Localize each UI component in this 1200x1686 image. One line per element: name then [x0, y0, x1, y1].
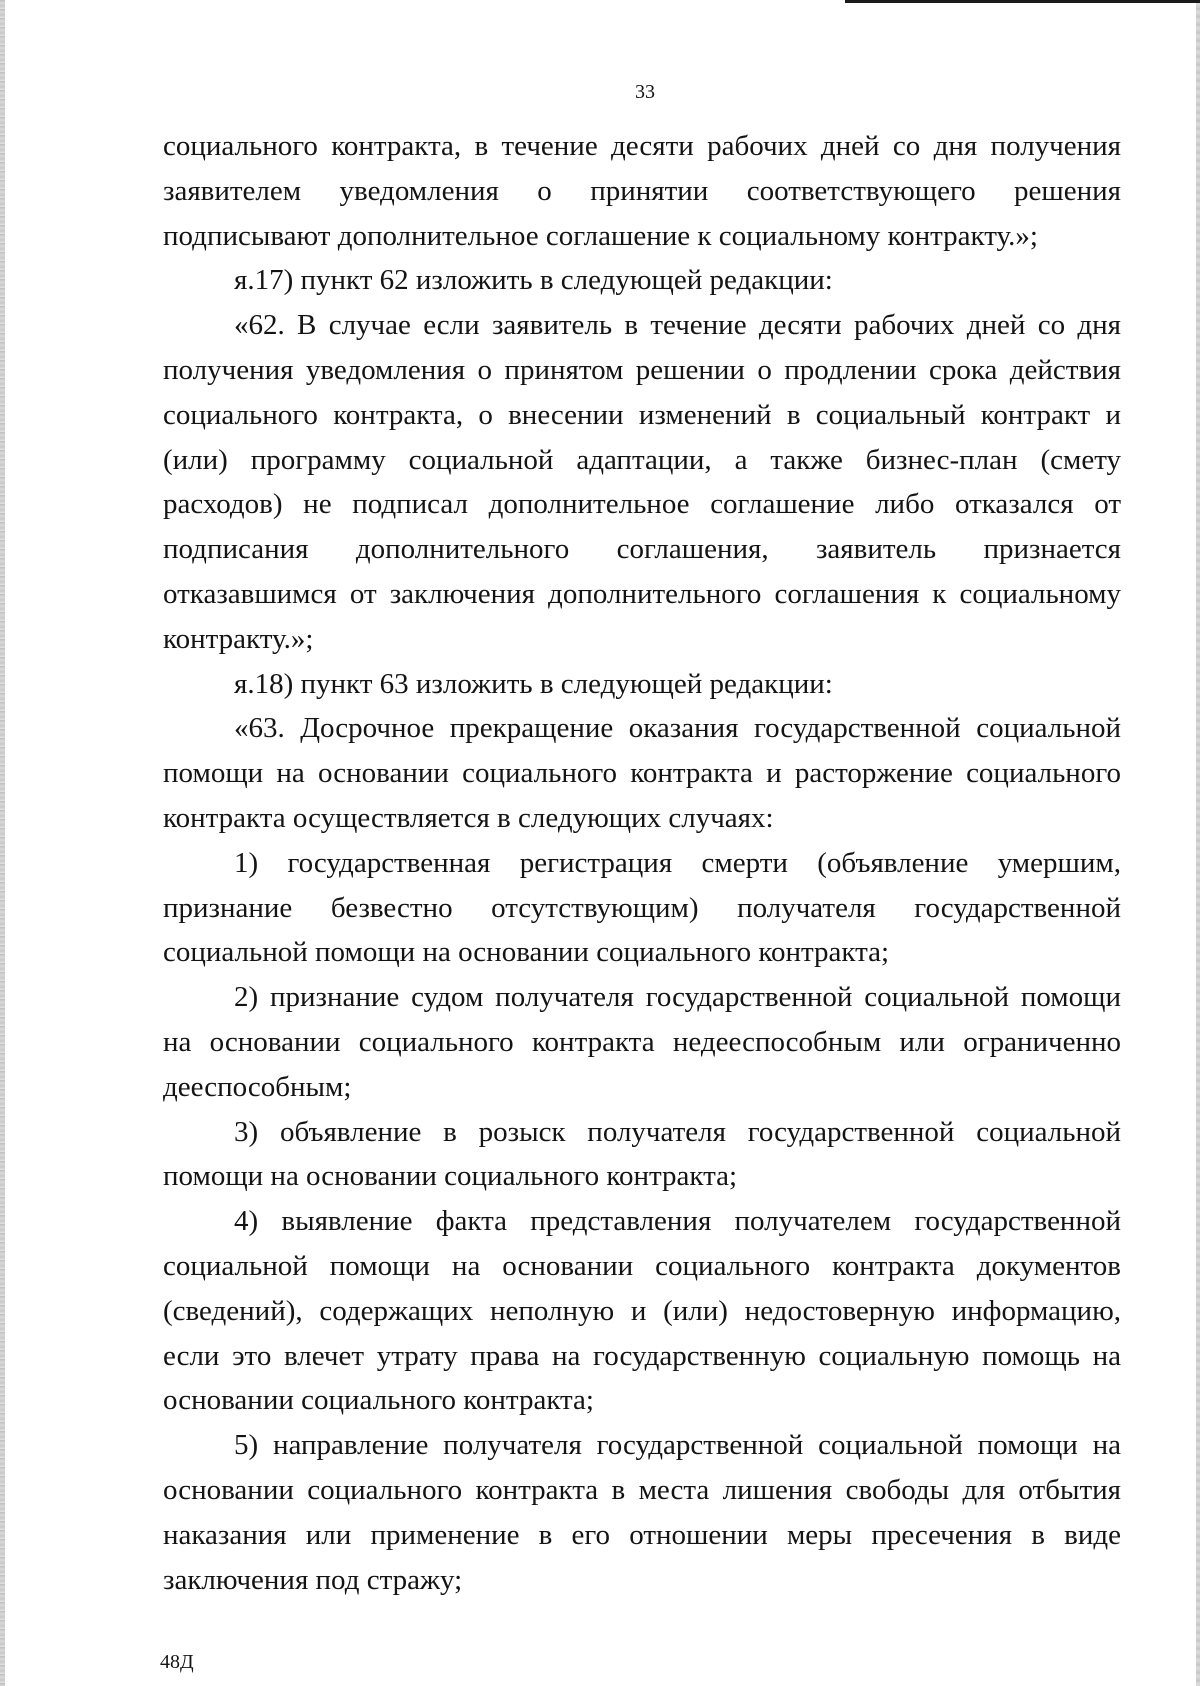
list-item: 2) признание судом получателя государственной социальной помощи на основании социального контракта недееспособным или ограниченно дееспособным; — [163, 981, 1121, 1103]
paragraph: я.18) пункт 63 изложить в следующей редакции: — [234, 667, 833, 700]
page-number: 33 — [635, 81, 655, 103]
list-item: 4) выявление факта представления получателем государственной социальной помощи на основании социального контракта документов (сведений), содержащих неполную и (или) недостоверную информацию, если это влечет утрату права на государственную социальную помощь на основании социального контракта; — [163, 1205, 1121, 1417]
list-item: 1) государственная регистрация смерти (объявление умершим, признание безвестно отсутствующим) получателя государственной социальной помощи на основании социального контракта; — [163, 846, 1121, 969]
list-item: 5) направление получателя государственной социальной помощи на основании социального контракта в места лишения свободы для отбытия наказания или применение в его отношении меры пресечения в виде заключения под стражу; — [163, 1429, 1121, 1596]
paragraph: «62. В случае если заявитель в течение десяти рабочих дней со дня получения уведомления о принятом решении о продлении срока действия социального контракта, о внесении изменений в социальный контракт и (или) программу социальной адаптации, а также бизнес-план (смету расходов) не подписал дополнительное соглашение либо отказался от подписания дополнительного соглашения, заявитель признается отказавшимся от заключения дополнительного соглашения к социальному контракту.»; — [163, 309, 1121, 655]
scan-left-edge — [0, 0, 5, 1686]
scan-top-line — [845, 0, 1200, 3]
paragraph: я.17) пункт 62 изложить в следующей редакции: — [234, 264, 833, 297]
document-code: 48Д — [160, 1651, 194, 1673]
scan-right-edge — [1196, 0, 1200, 1686]
document-body — [163, 124, 1121, 1602]
list-item: 3) объявление в розыск получателя государственной социальной помощи на основании социального контракта; — [163, 1115, 1121, 1193]
paragraph: «63. Досрочное прекращение оказания государственной социальной помощи на основании социального контракта и расторжение социального контракта осуществляется в следующих случаях: — [163, 712, 1121, 834]
paragraph: социального контракта, в течение десяти рабочих дней со дня получения заявителем уведомления о принятии соответствующего решения подписывают дополнительное соглашение к социальному контракту.»; — [163, 130, 1121, 252]
